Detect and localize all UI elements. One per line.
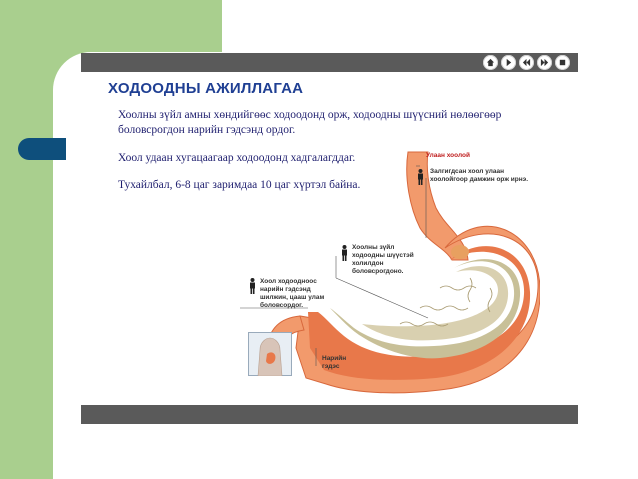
slide-navigation	[483, 55, 570, 70]
stomach-chamber-shape	[362, 266, 508, 340]
person-icon	[249, 278, 256, 294]
bottom-bar	[81, 405, 578, 424]
label-gastric-juice: Хоолны зүйл ходоодны шүүстэй холилдон боловсрогдоно.	[352, 244, 414, 275]
label-esophagus: Улаан хоолой	[426, 152, 470, 159]
person-icon	[341, 245, 348, 261]
next-icon[interactable]	[501, 55, 516, 70]
label-to-intestine: Хоол ходоодноос нарийн гэдсэнд шилжин, цааш улам боловсордог.	[260, 278, 325, 309]
page-title: ХОДООДНЫ АЖИЛЛАГАА	[108, 80, 304, 97]
person-icon	[417, 169, 424, 185]
cardia-bulge	[451, 245, 469, 259]
paragraph-digestion: Хоолны зүйл амны хөндийгөөс ходоодонд орж, ходоодны шүүсний нөлөөгөөр боловсрогдон нарийн гэдсэнд ордог.	[118, 109, 502, 136]
bullet-pill-decoration	[18, 138, 66, 160]
stop-icon[interactable]	[555, 55, 570, 70]
label-swallowed-food: Залгигдсан хоол улаан хоолойгоор дамжин орж ирнэ.	[430, 168, 529, 183]
home-icon[interactable]	[483, 55, 498, 70]
paragraph-storage: Хоол удаан хугацаагаар ходоодонд хадгалагддаг.	[118, 152, 356, 164]
torso-thumbnail	[248, 332, 292, 376]
fast-forward-icon[interactable]	[537, 55, 552, 70]
label-small-intestine: Нарийн гэдэс	[322, 355, 347, 370]
paragraph-duration: Тухайлбал, 6-8 цаг заримдаа 10 цаг хүртэл байна.	[118, 179, 361, 191]
rewind-icon[interactable]	[519, 55, 534, 70]
